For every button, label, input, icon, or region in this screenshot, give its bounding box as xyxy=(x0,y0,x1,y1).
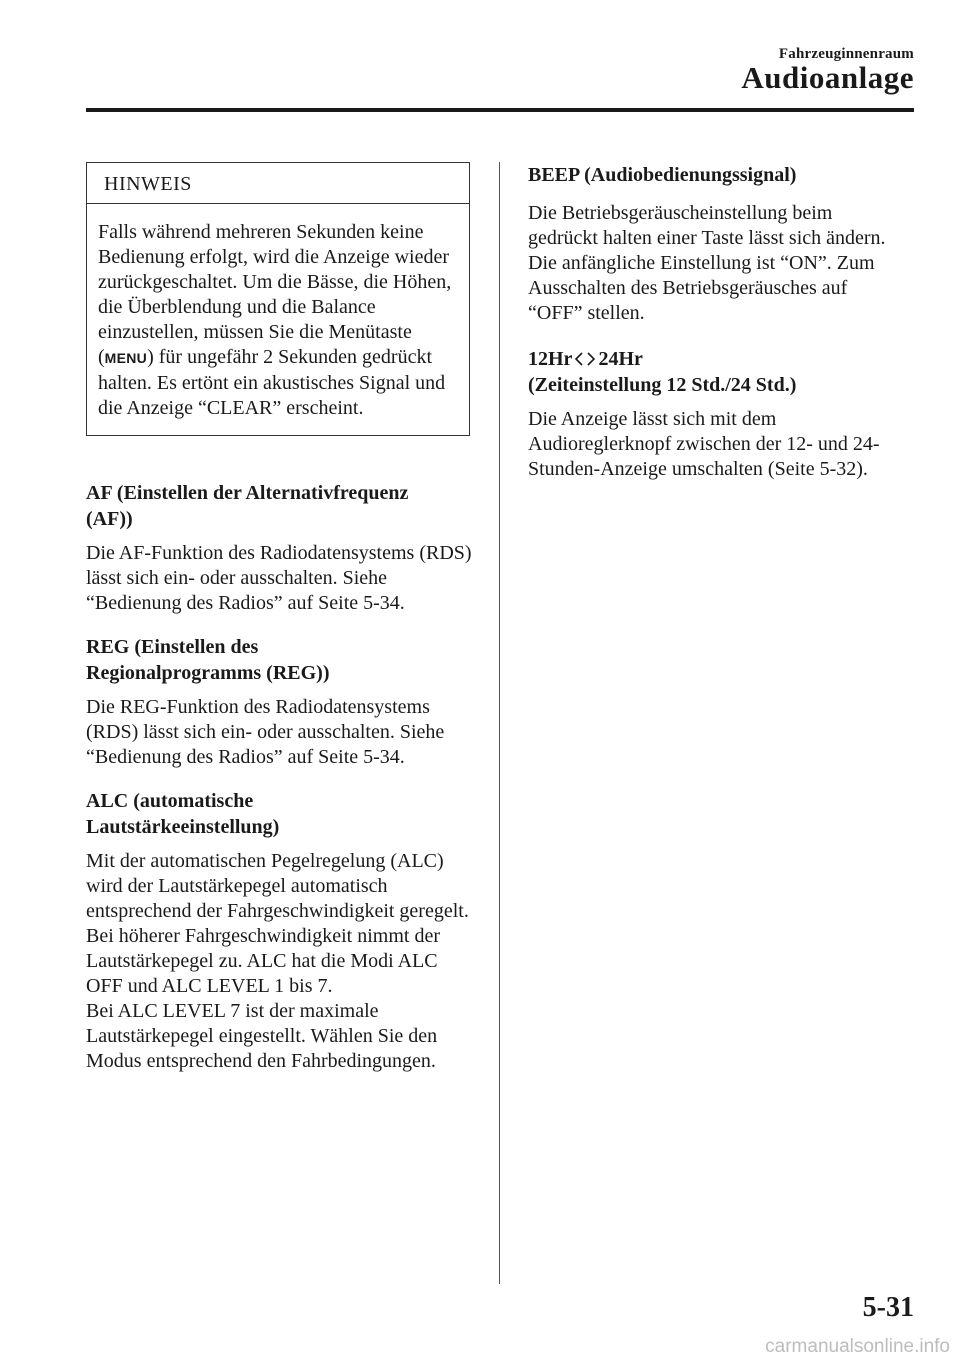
note-body xyxy=(87,204,469,435)
section-reg-body: Die REG-Funktion des Radiodatensystems (RDS) lässt sich ein- oder ausschalten. Siehe “Bedienung des Radios” auf Seite 5-34. xyxy=(86,696,445,768)
section-af-body: Die AF-Funktion des Radiodatensystems (RDS) lässt sich ein- oder ausschalten. Siehe “Bedienung des Radios” auf Seite 5-34. xyxy=(86,542,472,614)
section-beep xyxy=(528,162,898,326)
right-column xyxy=(528,162,898,482)
section-clock-heading: 12Hr 24Hr (Zeiteinstellung 12 Std./24 Std.) xyxy=(528,348,797,396)
menu-key-label: MENU xyxy=(104,350,148,366)
left-column xyxy=(86,162,472,1074)
section-af-heading: AF (Einstellen der Alternativfrequenz (AF)) xyxy=(86,482,409,530)
section-alc-heading: ALC (automatische Lautstärkeeinstellung) xyxy=(86,790,280,838)
note-text-after: ) für ungefähr 2 Sekunden gedrückt halten. Es ertönt ein akustisches Signal und die Anzeige “CLEAR” erscheint. xyxy=(98,346,446,419)
section-alc-body-1: Mit der automatischen Pegelregelung (ALC) wird der Lautstärkepegel automatisch entsprechend der Fahrgeschwindigkeit geregelt. Bei höherer Fahrgeschwindigkeit nimmt der Lautstärkepegel zu. ALC hat die Modi ALC OFF und ALC LEVEL 1 bis 7. xyxy=(86,850,469,997)
section-alc xyxy=(86,788,472,1074)
note-text-before: Falls während mehreren Sekunden keine Bedienung erfolgt, wird die Anzeige wieder zurückgeschaltet. Um die Bässe, die Höhen, die Überblendung und die Balance einzustellen, müssen Sie die Menütaste ( xyxy=(98,221,452,368)
page-number: 5-31 xyxy=(862,1292,914,1323)
note-heading: HINWEIS xyxy=(87,163,469,204)
page-title: Audioanlage xyxy=(741,60,914,95)
section-beep-heading: BEEP (Audiobedienungssignal) xyxy=(528,164,797,186)
column-divider xyxy=(499,162,500,1284)
section-af xyxy=(86,480,472,616)
section-reg-heading: REG (Einstellen des Regionalprogramms (REG)) xyxy=(86,636,330,684)
section-clock-body: Die Anzeige lässt sich mit dem Audioreglerknopf zwischen der 12- und 24-Stunden-Anzeige umschalten (Seite 5-32). xyxy=(528,408,880,480)
left-right-arrow-icon xyxy=(574,352,596,366)
watermark: carmanualsonline.info xyxy=(765,1336,950,1357)
header-rule xyxy=(86,108,914,112)
section-clock xyxy=(528,346,898,482)
note-box xyxy=(86,162,470,436)
section-alc-body-2: Bei ALC LEVEL 7 ist der maximale Lautstärkepegel eingestellt. Wählen Sie den Modus entsprechend den Fahrbedingungen. xyxy=(86,1000,438,1072)
section-reg xyxy=(86,634,472,770)
chapter-label: Fahrzeuginnenraum xyxy=(778,46,914,62)
section-beep-body: Die Betriebsgeräuscheinstellung beim gedrückt halten einer Taste lässt sich ändern. Die anfängliche Einstellung ist “ON”. Zum Ausschalten des Betriebsgeräusches auf “OFF” stellen. xyxy=(528,202,886,324)
